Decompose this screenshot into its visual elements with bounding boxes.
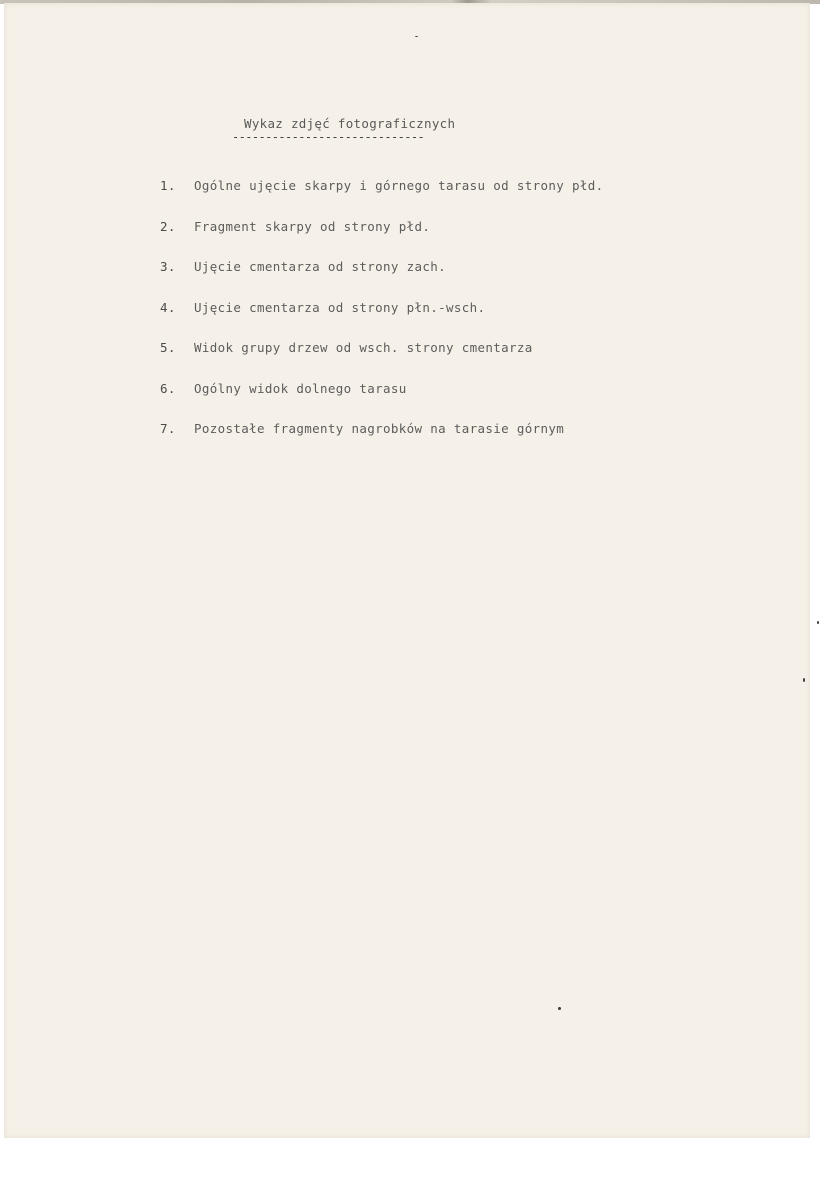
item-number: 2.: [160, 218, 176, 234]
item-number: 6.: [160, 380, 176, 396]
ink-speck: [415, 36, 418, 37]
item-text: Pozostałe fragmenty nagrobków na tarasie górnym: [194, 421, 565, 436]
item-number: 4.: [160, 299, 176, 315]
ink-speck: [558, 1007, 561, 1010]
item-number: 1.: [160, 178, 176, 193]
item-text: Widok grupy drzew od wsch. strony cmentarza: [194, 340, 533, 355]
item-text: Ujęcie cmentarza od strony płn.-wsch.: [194, 299, 486, 315]
list-item: [160, 178, 604, 219]
item-text: Fragment skarpy od strony płd.: [194, 218, 431, 234]
photo-list: [160, 178, 604, 462]
item-text: Ogólne ujęcie skarpy i górnego tarasu od strony płd.: [194, 178, 604, 193]
list-item: [160, 300, 604, 341]
item-number: 7.: [160, 421, 176, 436]
list-item: [160, 421, 604, 462]
item-number: 3.: [160, 259, 176, 274]
item-number: 5.: [160, 340, 176, 355]
ink-speck: [817, 621, 819, 624]
title-underline: -----------------------------: [232, 130, 425, 144]
list-item: [160, 340, 604, 381]
item-text: Ogólny widok dolnego tarasu: [194, 380, 407, 396]
list-item: [160, 381, 604, 422]
document-title: Wykaz zdjęć fotograficznych: [244, 116, 456, 131]
list-item: [160, 259, 604, 300]
item-text: Ujęcie cmentarza od strony zach.: [194, 259, 447, 274]
document-page: [4, 3, 810, 1138]
ink-speck: [803, 678, 805, 682]
list-item: [160, 219, 604, 260]
